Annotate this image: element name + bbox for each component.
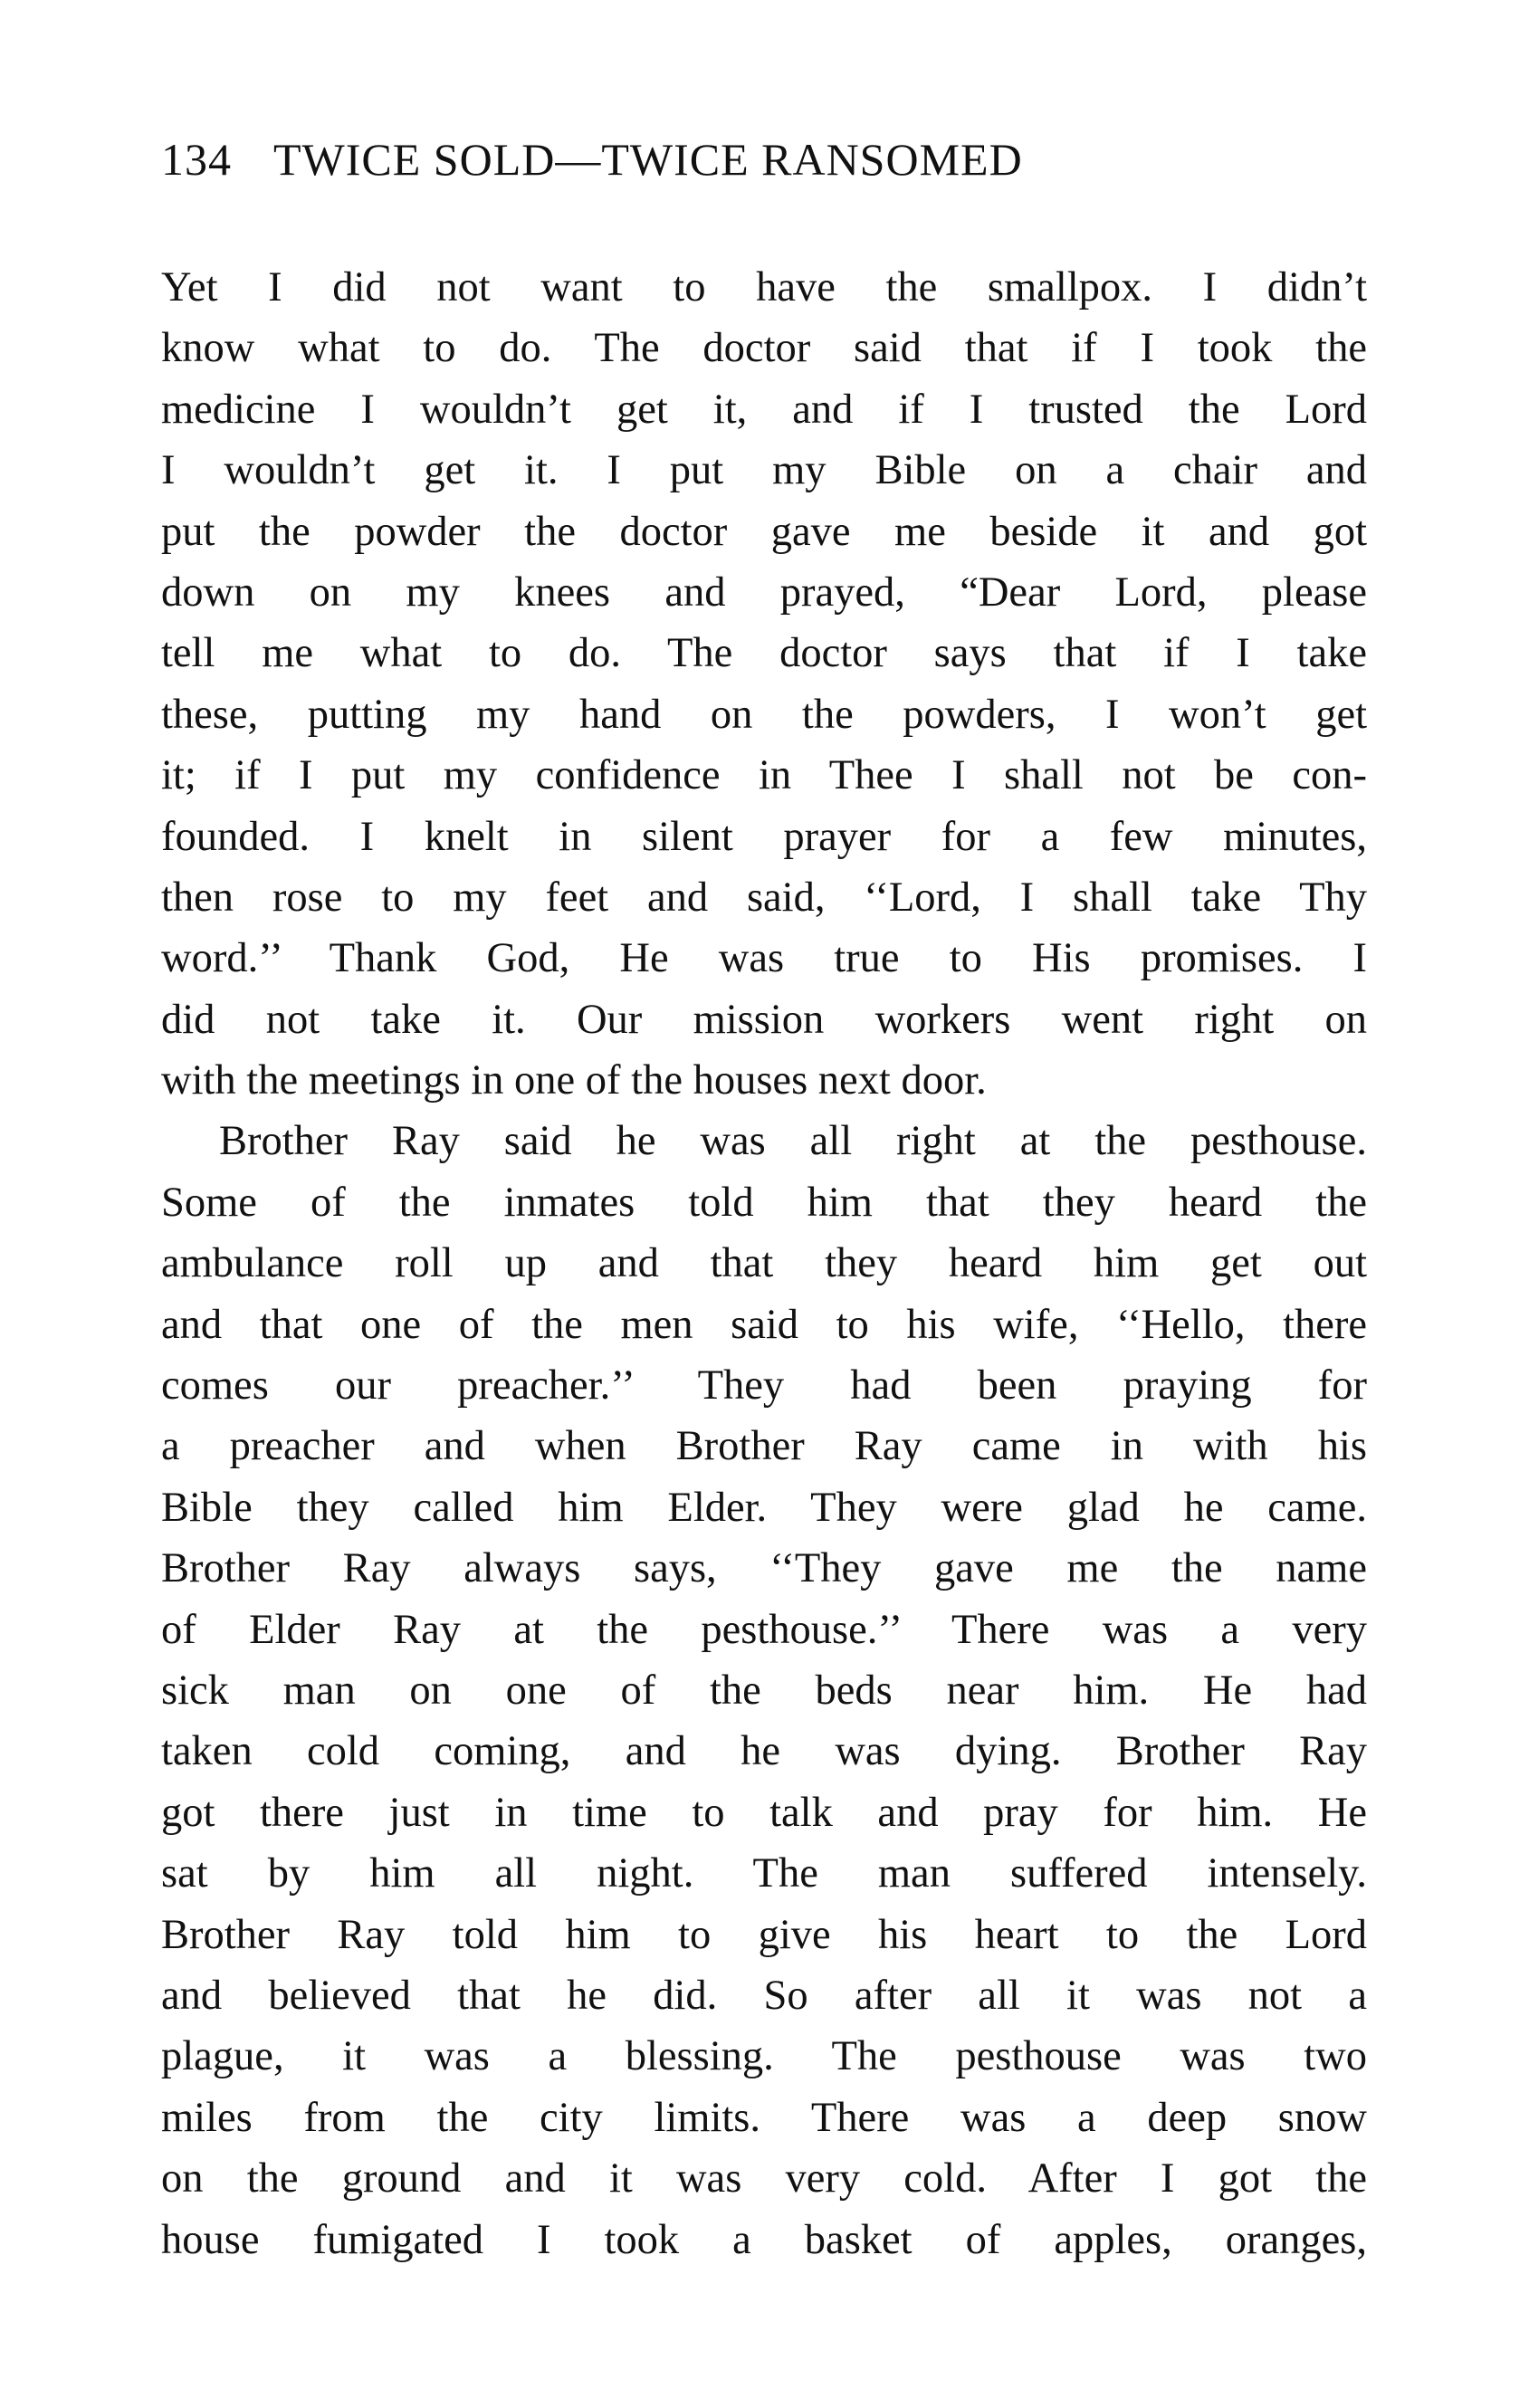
text-line: with the meetings in one of the houses next door. xyxy=(161,1057,987,1104)
text-line: sick man on one of the beds near him. He had xyxy=(161,1667,1367,1714)
text-line: then rose to my feet and said, ‘‘Lord, I shall take Thy xyxy=(161,874,1367,921)
text-line: and believed that he did. So after all it was not a xyxy=(161,1972,1367,2019)
text-line: ambulance roll up and that they heard him get out xyxy=(161,1240,1367,1287)
running-head xyxy=(161,132,1374,186)
text-line: know what to do. The doctor said that if I took the xyxy=(161,325,1367,372)
text-line: Bible they called him Elder. They were glad he came. xyxy=(161,1484,1367,1531)
text-line: it; if I put my confidence in Thee I shall not be con- xyxy=(161,752,1367,799)
text-line: sat by him all night. The man suffered intensely. xyxy=(161,1850,1367,1897)
text-line: and that one of the men said to his wife, ‘‘Hello, there xyxy=(161,1301,1367,1348)
text-line: word.’’ Thank God, He was true to His promises. I xyxy=(161,935,1367,982)
text-line: tell me what to do. The doctor says that if I take xyxy=(161,630,1367,677)
text-line: these, putting my hand on the powders, I won’t get xyxy=(161,691,1367,738)
text-line: of Elder Ray at the pesthouse.’’ There was a very xyxy=(161,1606,1367,1653)
text-line: down on my knees and prayed, “Dear Lord, please xyxy=(161,569,1367,616)
book-title: TWICE SOLD—TWICE RANSOMED xyxy=(273,134,1023,185)
text-line: founded. I knelt in silent prayer for a few minutes, xyxy=(161,813,1367,860)
body-text xyxy=(161,257,1367,2270)
text-line: taken cold coming, and he was dying. Brother Ray xyxy=(161,1728,1367,1775)
paragraph xyxy=(161,1111,1367,2269)
text-line: got there just in time to talk and pray for him. He xyxy=(161,1789,1367,1836)
text-line: Some of the inmates told him that they heard the xyxy=(161,1179,1367,1226)
text-line: Brother Ray said he was all right at the pesthouse. xyxy=(219,1118,1367,1165)
page-number: 134 xyxy=(161,134,232,185)
text-line: comes our preacher.’’ They had been praying for xyxy=(161,1362,1367,1409)
text-line: medicine I wouldn’t get it, and if I trusted the Lord xyxy=(161,386,1367,433)
text-line: Brother Ray told him to give his heart to the Lord xyxy=(161,1911,1367,1958)
text-line: Yet I did not want to have the smallpox. I didn’t xyxy=(161,264,1367,311)
paragraph xyxy=(161,257,1367,1111)
text-line: on the ground and it was very cold. After I got the xyxy=(161,2155,1367,2203)
text-line: I wouldn’t get it. I put my Bible on a chair and xyxy=(161,447,1367,494)
text-line: put the powder the doctor gave me beside it and got xyxy=(161,508,1367,555)
text-line: miles from the city limits. There was a deep snow xyxy=(161,2094,1367,2141)
text-line: Brother Ray always says, ‘‘They gave me the name xyxy=(161,1545,1367,1592)
text-line: did not take it. Our mission workers went right on xyxy=(161,996,1367,1043)
text-line: house fumigated I took a basket of apples, oranges, xyxy=(161,2216,1367,2263)
text-line: a preacher and when Brother Ray came in with his xyxy=(161,1423,1367,1470)
text-line: plague, it was a blessing. The pesthouse was two xyxy=(161,2033,1367,2080)
